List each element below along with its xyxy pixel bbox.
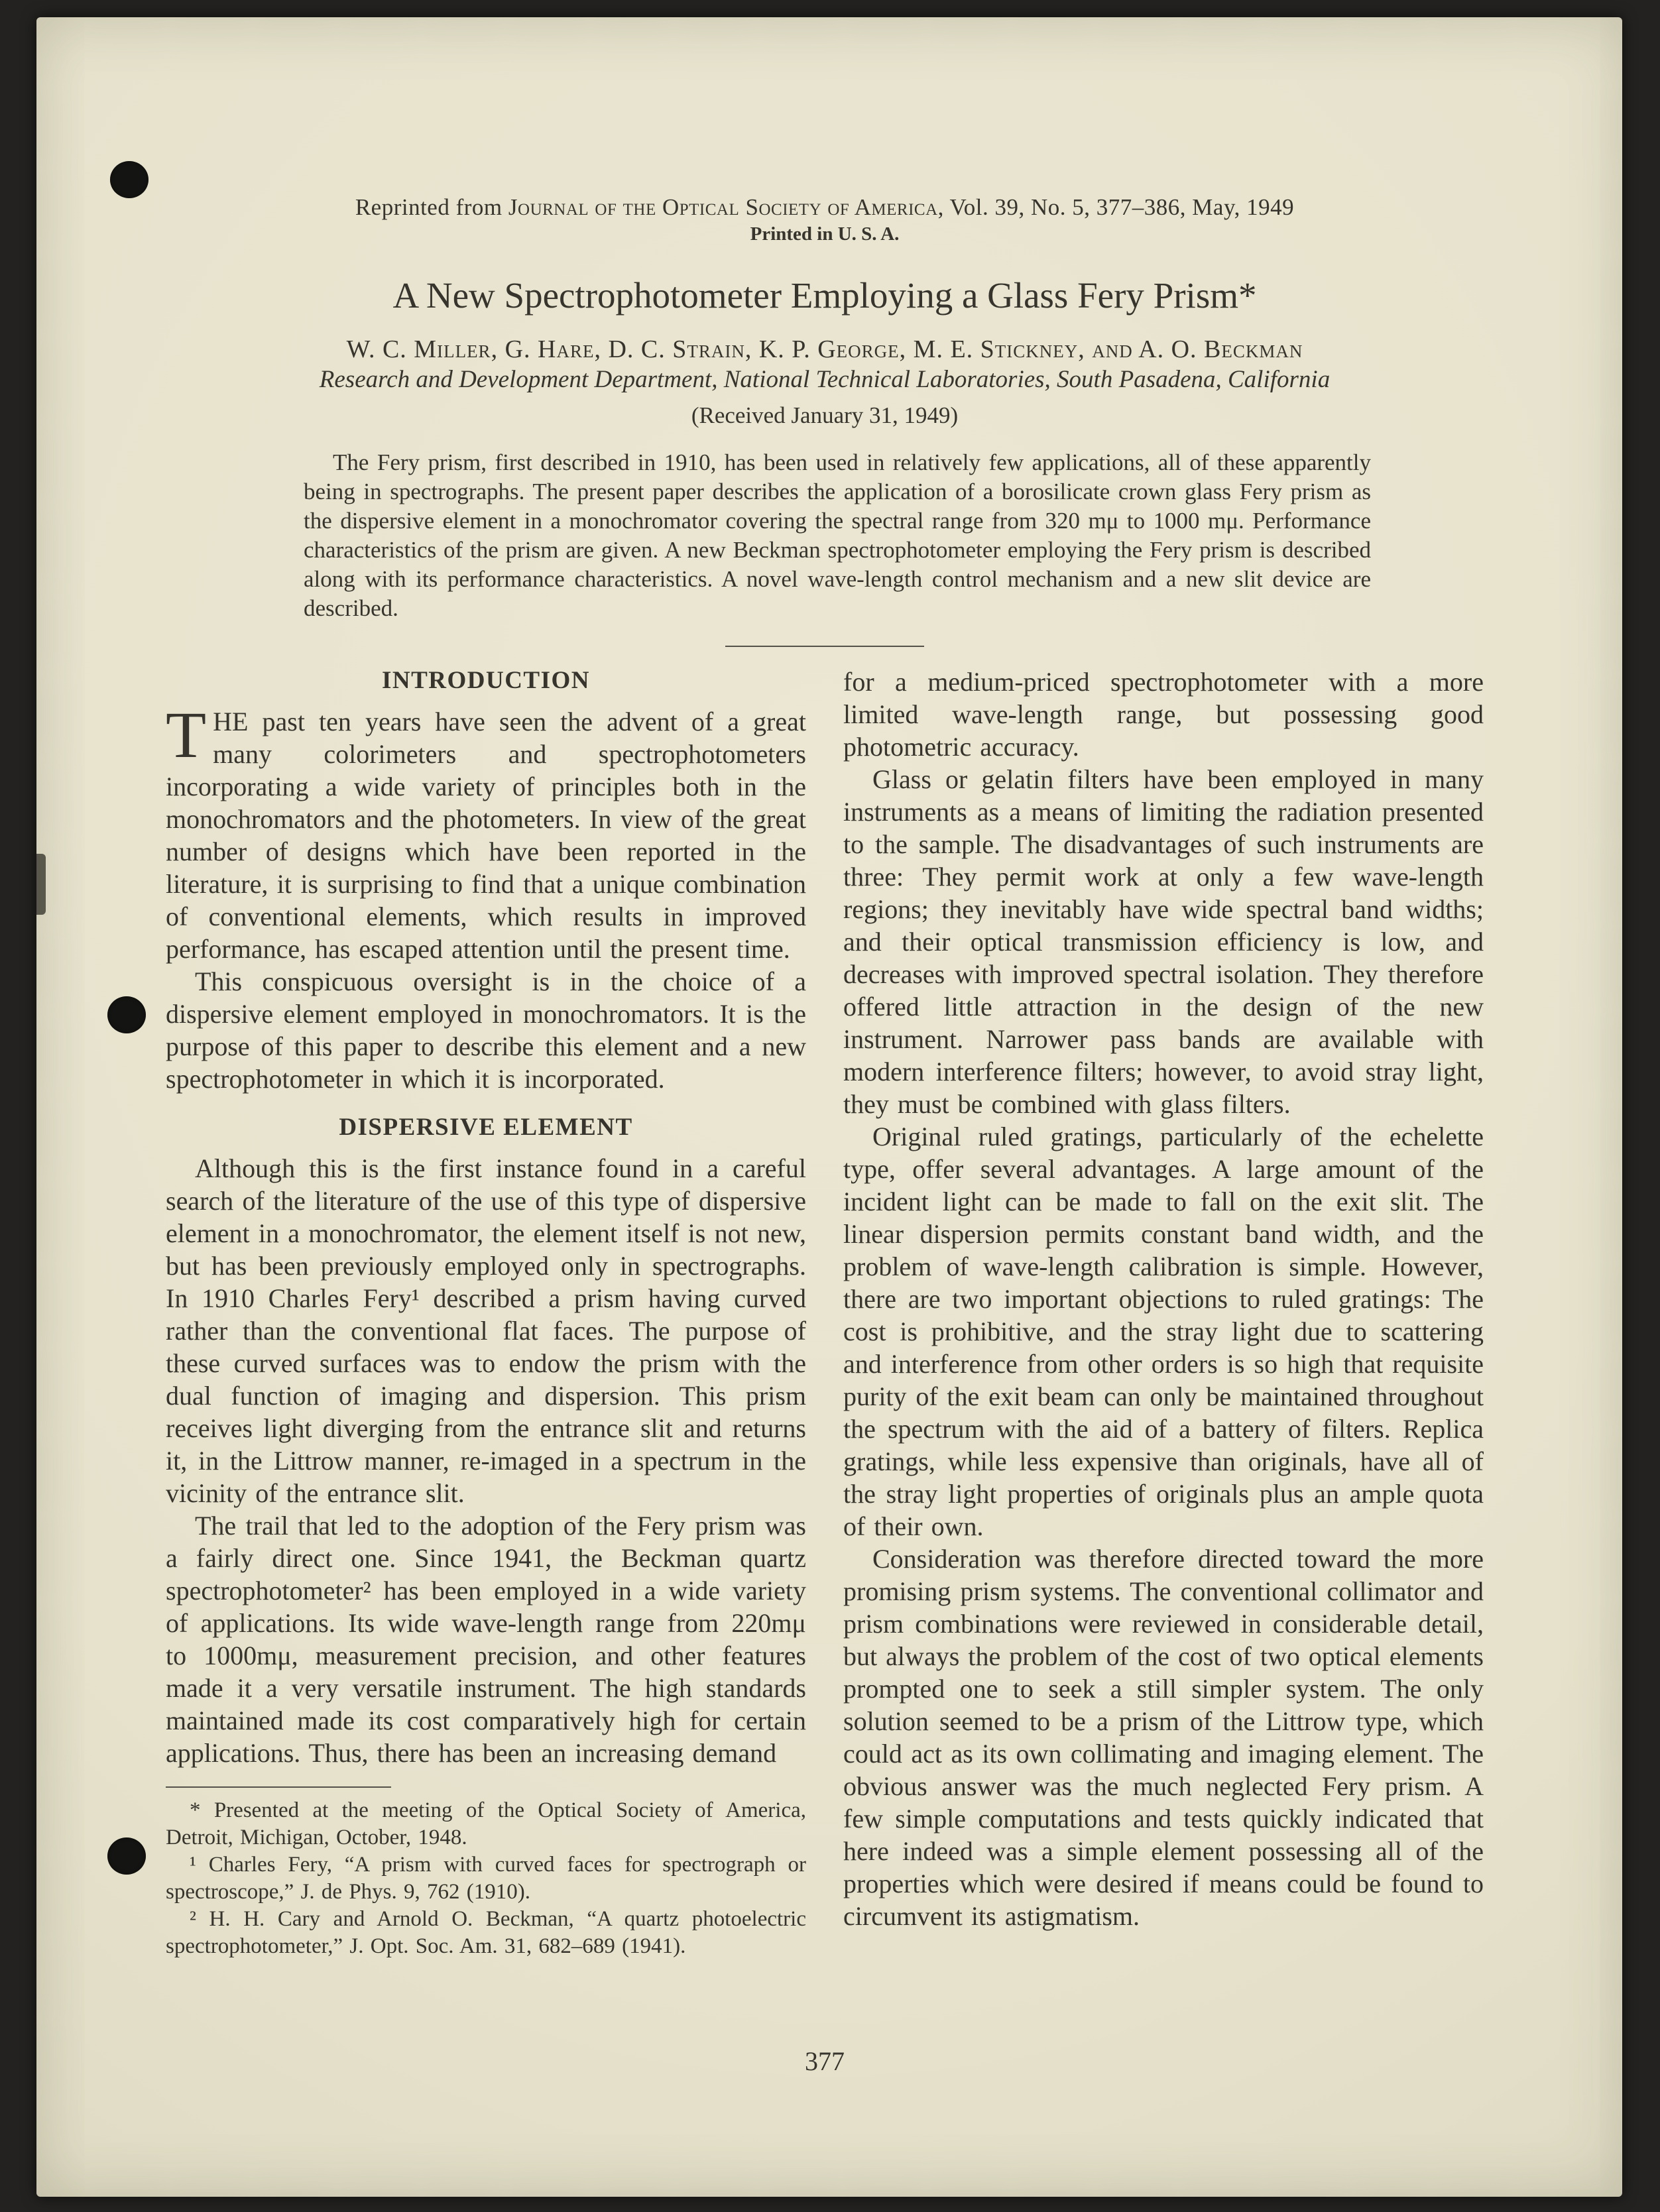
left-column <box>166 666 806 1960</box>
footnote-rule <box>166 1786 391 1788</box>
punch-hole-bottom <box>107 1837 146 1875</box>
affiliation-line: Research and Development Department, National Technical Laboratories, South Pasadena, California <box>319 366 1331 393</box>
drop-cap: T <box>166 698 207 772</box>
introduction-heading: INTRODUCTION <box>381 667 591 694</box>
received-line: (Received January 31, 1949) <box>691 402 959 428</box>
section-divider-rule <box>725 646 924 647</box>
footnote-1: ¹ Charles Fery, “A prism with curved faces for spectrograph or spectroscope,” J. de Phys. 9, 762 (1910). <box>166 1853 806 1904</box>
footnote-2: ² H. H. Cary and Arnold O. Beckman, “A quartz photoelectric spectrophotometer,” J. Opt. Soc. Am. 31, 682–689 (1941). <box>166 1907 806 1958</box>
dispersive-paragraph-2: The trail that led to the adoption of the Fery prism was a fairly direct one. Since 1941, the Beckman quartz spectrophotometer² has been employed in a wide variety of applications. Its wide wave-length range from 220mμ to 1000mμ, measurement precision, and other features made it a very versatile instrument. The high standards maintained made its cost comparatively high for certain applications. Thus, there has been an increasing demand <box>166 1511 806 1768</box>
page-number: 377 <box>805 2046 845 2076</box>
abstract: The Fery prism, first described in 1910, has been used in relatively few applications, all of these apparently being in spectrographs. The present paper describes the application of a borosilicate crown glass Fery prism as the dispersive element in a monochromator covering the spectral range from 320 mμ to 1000 mμ. Performance characteristics of the prism are given. A new Beckman spectrophotometer employing the Fery prism is described along with its performance characteristics. A novel wave-length control mechanism and a new slit device are described. <box>304 449 1371 621</box>
intro-paragraph-2: This conspicuous oversight is in the choice of a dispersive element employed in monochromators. It is the purpose of this paper to describe this element and a new spectrophotometer in which it is incorporated. <box>166 966 806 1094</box>
right-paragraph-4: Consideration was therefore directed toward the more promising prism systems. The conventional collimator and prism combinations were reviewed in considerable detail, but always the problem of the cost of two optical elements prompted one to seek a still simpler system. The only solution seemed to be a prism of the Littrow type, which could act as its own collimating and imaging element. The obvious answer was the much neglected Fery prism. A few simple computations and tests quickly indicated that here indeed was a simple element possessing all of the properties which were desired if means could be found to circumvent its astigmatism. <box>843 1544 1484 1931</box>
reprint-prefix: Reprinted from <box>355 194 508 220</box>
author-line: W. C. Miller, G. Hare, D. C. Strain, K. P. George, M. E. Stickney, and A. O. Beckman <box>346 335 1303 363</box>
right-column <box>843 666 1484 1960</box>
two-column-body <box>166 666 1484 1960</box>
printed-in-line: Printed in U. S. A. <box>750 223 900 245</box>
right-paragraph-2: Glass or gelatin filters have been employed in many instruments as a means of limiting the radiation presented to the sample. The disadvantages of such instruments are three: They permit work at only a few wave-length regions; they inevitably have wide spectral band widths; and their optical transmission efficiency is low, and decreases with improved spectral isolation. They therefore offered little attraction in the design of the new instrument. Narrower pass bands are available with modern interference filters; however, to avoid stray light, they must be combined with glass filters. <box>843 764 1484 1119</box>
binding-mark <box>36 854 46 915</box>
dispersive-element-heading: DISPERSIVE ELEMENT <box>339 1114 633 1141</box>
paper-page <box>36 17 1622 2197</box>
intro-paragraph-1 <box>166 698 806 965</box>
article-title: A New Spectrophotometer Employing a Glass Fery Prism* <box>392 275 1257 316</box>
footnote-star: * Presented at the meeting of the Optical Society of America, Detroit, Michigan, October, 1948. <box>166 1798 806 1849</box>
reprint-suffix: , Vol. 39, No. 5, 377–386, May, 1949 <box>937 194 1295 220</box>
dispersive-paragraph-1: Although this is the first instance found in a careful search of the literature of the use of this type of dispersive element in a monochromator, the element itself is not new, but has been previously employed only in spectrographs. In 1910 Charles Fery¹ described a prism having curved rather than the conventional flat faces. The purpose of these curved surfaces was to endow the prism with the dual function of imaging and dispersion. This prism receives light diverging from the entrance slit and returns it, in the Littrow manner, re-imaged in a spectrum in the vicinity of the entrance slit. <box>166 1153 806 1508</box>
intro-paragraph-1-text: HE past ten years have seen the advent of a great many colorimeters and spectrophotometers incorporating a wide variety of principles both in the monochromators and the photometers. In view of the great number of designs which have been reported in the literature, it is surprising to find that a unique combination of conventional elements, which results in improved performance, has escaped attention until the present time. <box>166 707 806 964</box>
right-paragraph-3: Original ruled gratings, particularly of the echelette type, offer several advantages. A large amount of the incident light can be made to fall on the exit slit. The linear dispersion permits constant band width, and the problem of wave-length calibration is simple. However, there are two important objections to ruled gratings: The cost is prohibitive, and the stray light due to scattering and interference from other orders is so high that requisite purity of the exit beam can only be maintained throughout the spectrum with the aid of a battery of filters. Replica gratings, while less expensive than originals, have all of the stray light properties of originals plus an ample quota of their own. <box>843 1122 1484 1541</box>
punch-hole-top <box>110 161 148 198</box>
journal-name: Journal of the Optical Society of America <box>508 194 938 220</box>
right-paragraph-1: for a medium-priced spectrophotometer with a more limited wave-length range, but possessing good photometric accuracy. <box>843 667 1484 762</box>
article-content <box>166 194 1484 1960</box>
reprint-masthead <box>166 194 1484 247</box>
reprint-line <box>166 194 1484 221</box>
punch-hole-middle <box>107 996 146 1033</box>
